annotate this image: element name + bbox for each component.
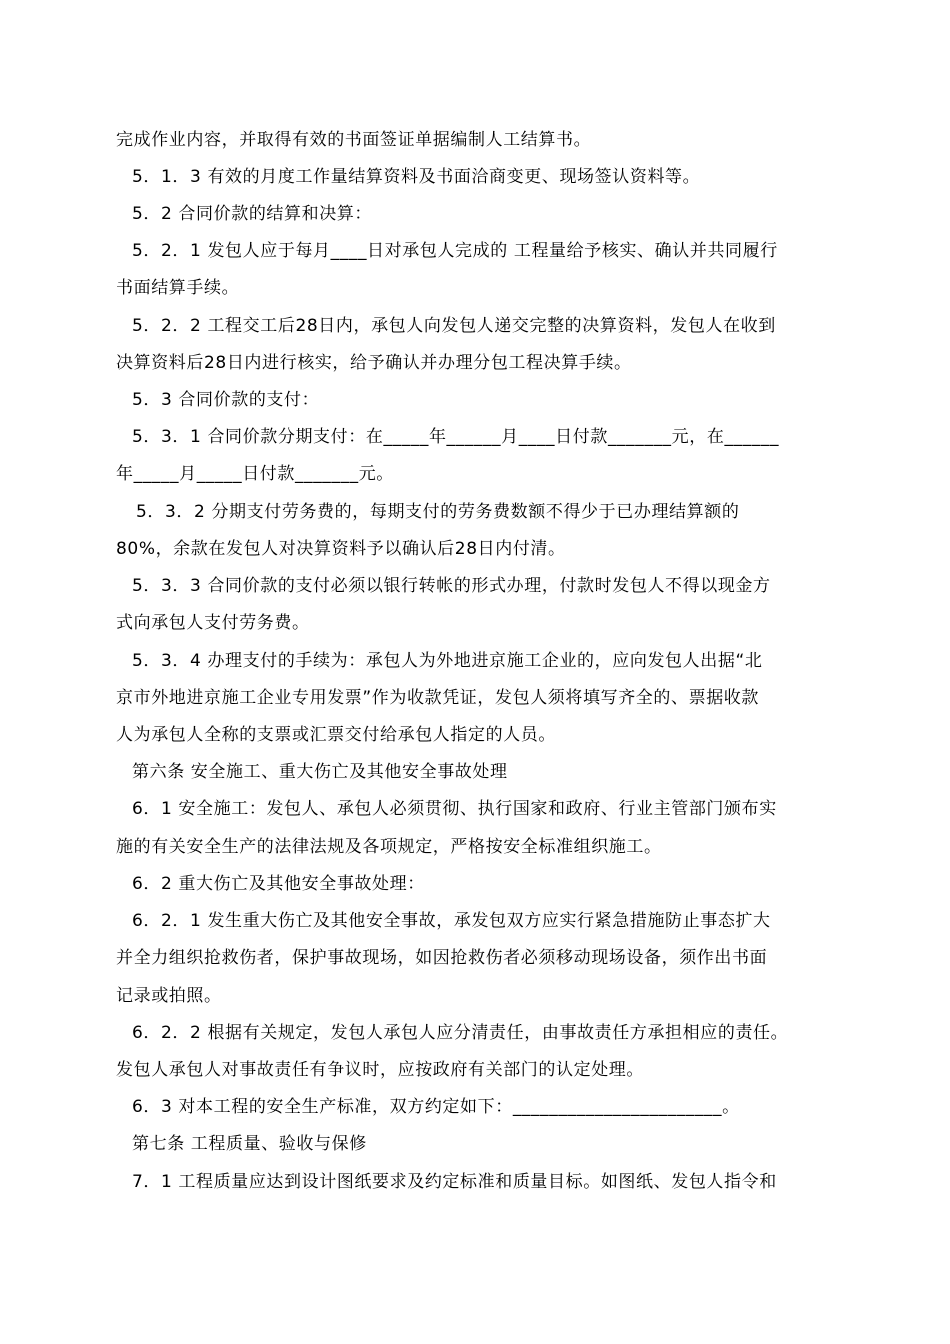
clause-5-3-3: 5．3．3 合同价款的支付必须以银行转帐的形式办理，付款时发包人不得以现金方 [132, 576, 771, 596]
text-line: 书面结算手续。 [116, 278, 240, 298]
clause-6-1: 6．1 安全施工：发包人、承包人必须贯彻、执行国家和政府、行业主管部门颁布实 [132, 799, 777, 819]
clause-6-2-2: 6．2．2 根据有关规定，发包人承包人应分清责任，由事故责任方承担相应的责任。 [132, 1023, 789, 1043]
clause-6-2-1: 6．2．1 发生重大伤亡及其他安全事故，承发包双方应实行紧急措施防止事态扩大 [132, 911, 771, 931]
clause-5-2-1: 5．2．1 发包人应于每月____日对承包人完成的 工程量给予核实、确认并共同履行 [132, 241, 778, 261]
clause-5-3-2: 5．3．2 分期支付劳务费的，每期支付的劳务费数额不得少于已办理结算额的 [136, 502, 740, 522]
text-line: 80%，余款在发包人对决算资料予以确认后28日内付清。 [116, 539, 566, 559]
text-line: 并全力组织抢救伤者，保护事故现场，如因抢救伤者必须移动现场设备，须作出书面 [116, 948, 768, 968]
clause-5-2-2: 5．2．2 工程交工后28日内，承包人向发包人递交完整的决算资料，发包人在收到 [132, 316, 776, 336]
text-line: 决算资料后28日内进行核实，给予确认并办理分包工程决算手续。 [116, 353, 632, 373]
text-line: 京市外地进京施工企业专用发票”作为收款凭证，发包人须将填写齐全的、票据收款 [116, 688, 760, 708]
text-line: 年_____月_____日付款_______元。 [116, 464, 394, 484]
text-line: 式向承包人支付劳务费。 [116, 613, 310, 633]
clause-5-2: 5．2 合同价款的结算和决算： [132, 204, 373, 224]
text-line: 人为承包人全称的支票或汇票交付给承包人指定的人员。 [116, 725, 556, 745]
clause-6-3: 6．3 对本工程的安全生产标准，双方约定如下：_______________________。 [132, 1097, 740, 1117]
clause-5-3-1: 5．3．1 合同价款分期支付：在_____年______月____日付款_______元，在______ [132, 427, 780, 447]
clause-5-3: 5．3 合同价款的支付： [132, 390, 320, 410]
article-6-heading: 第六条 安全施工、重大伤亡及其他安全事故处理 [132, 762, 508, 782]
clause-6-2: 6．2 重大伤亡及其他安全事故处理： [132, 874, 425, 894]
article-7-heading: 第七条 工程质量、验收与保修 [132, 1134, 367, 1154]
clause-5-3-4: 5．3．4 办理支付的手续为：承包人为外地进京施工企业的，应向发包人出据“北 [132, 651, 763, 671]
text-line: 施的有关安全生产的法律法规及各项规定，严格按安全标准组织施工。 [116, 837, 662, 857]
text-line: 记录或拍照。 [116, 986, 222, 1006]
clause-5-1-3: 5．1．3 有效的月度工作量结算资料及书面洽商变更、现场签认资料等。 [132, 167, 701, 187]
clause-7-1: 7．1 工程质量应达到设计图纸要求及约定标准和质量目标。如图纸、发包人指令和 [132, 1172, 777, 1192]
text-line: 完成作业内容，并取得有效的书面签证单据编制人工结算书。 [116, 130, 592, 150]
text-line: 发包人承包人对事故责任有争议时，应按政府有关部门的认定处理。 [116, 1060, 644, 1080]
